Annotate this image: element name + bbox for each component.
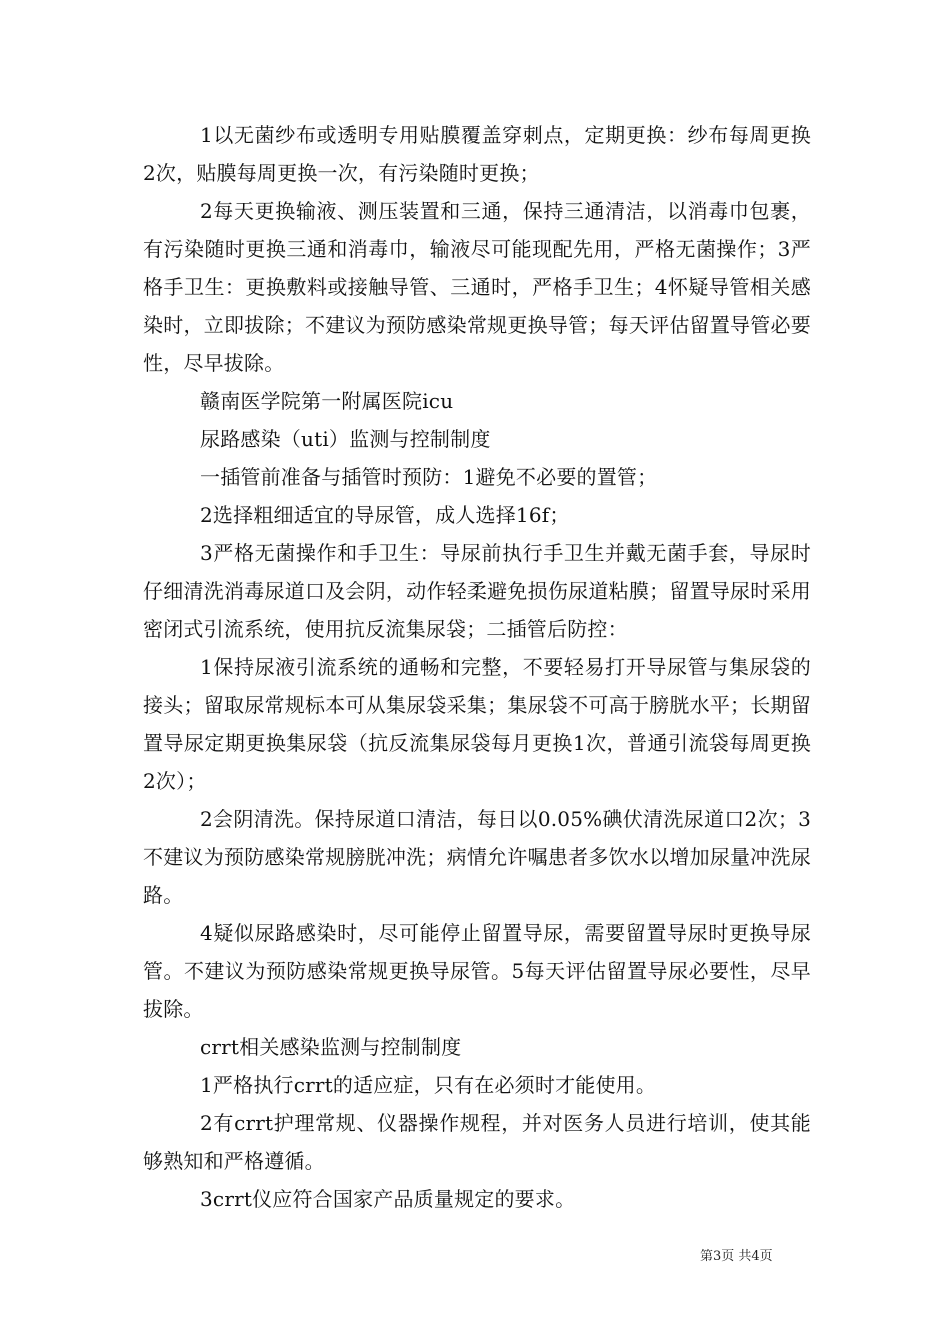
paragraph-perineal-care: 2会阴清洗。保持尿道口清洁，每日以0.05%碘伏清洗尿道口2次；3不建议为预防感染常规膀胱冲洗；病情允许嘱患者多饮水以增加尿量冲洗尿路。 <box>143 807 811 907</box>
hospital-name-heading: 赣南医学院第一附属医院icu <box>200 389 454 413</box>
crrt-section-heading: crrt相关感染监测与控制制度 <box>200 1035 462 1059</box>
paragraph-catheter-care: 2每天更换输液、测压装置和三通，保持三通清洁，以消毒巾包裹，有污染随时更换三通和消毒巾，输液尽可能现配先用，严格无菌操作；3严格手卫生：更换敷料或接触导管、三通时，严格手卫生；4怀疑导管相关感染时，立即拔除；不建议为预防感染常规更换导管；每天评估留置导管必要性，尽早拔除。 <box>143 199 811 375</box>
paragraph-suspected-infection: 4疑似尿路感染时，尽可能停止留置导尿，需要留置导尿时更换导尿管。不建议为预防感染常规更换导尿管。5每天评估留置导尿必要性，尽早拔除。 <box>143 921 811 1021</box>
paragraph-crrt-training: 2有crrt护理常规、仪器操作规程，并对医务人员进行培训，使其能够熟知和严格遵循。 <box>143 1111 811 1173</box>
paragraph-catheter-size: 2选择粗细适宜的导尿管，成人选择16f； <box>200 503 570 527</box>
page-number-footer: 第3页 共4页 <box>700 1249 773 1264</box>
paragraph-crrt-device: 3crrt仪应符合国家产品质量规定的要求。 <box>200 1187 576 1211</box>
document-body <box>143 116 811 1218</box>
paragraph-dressing-change: 1以无菌纱布或透明专用贴膜覆盖穿刺点，定期更换：纱布每周更换2次，贴膜每周更换一次，有污染随时更换； <box>143 123 811 185</box>
paragraph-drainage-system: 1保持尿液引流系统的通畅和完整，不要轻易打开导尿管与集尿袋的接头；留取尿常规标本可从集尿袋采集；集尿袋不可高于膀胱水平；长期留置导尿定期更换集尿袋（抗反流集尿袋每月更换1次，普通引流袋每周更换2次）； <box>143 655 811 793</box>
paragraph-aseptic-technique: 3严格无菌操作和手卫生：导尿前执行手卫生并戴无菌手套，导尿时仔细清洗消毒尿道口及会阴，动作轻柔避免损伤尿道粘膜；留置导尿时采用密闭式引流系统，使用抗反流集尿袋；二插管后防控： <box>143 541 811 641</box>
paragraph-crrt-indication: 1严格执行crrt的适应症，只有在必须时才能使用。 <box>200 1073 657 1097</box>
uti-section-heading: 尿路感染（uti）监测与控制制度 <box>200 427 491 451</box>
paragraph-pre-insertion: 一插管前准备与插管时预防：1避免不必要的置管； <box>200 465 658 489</box>
